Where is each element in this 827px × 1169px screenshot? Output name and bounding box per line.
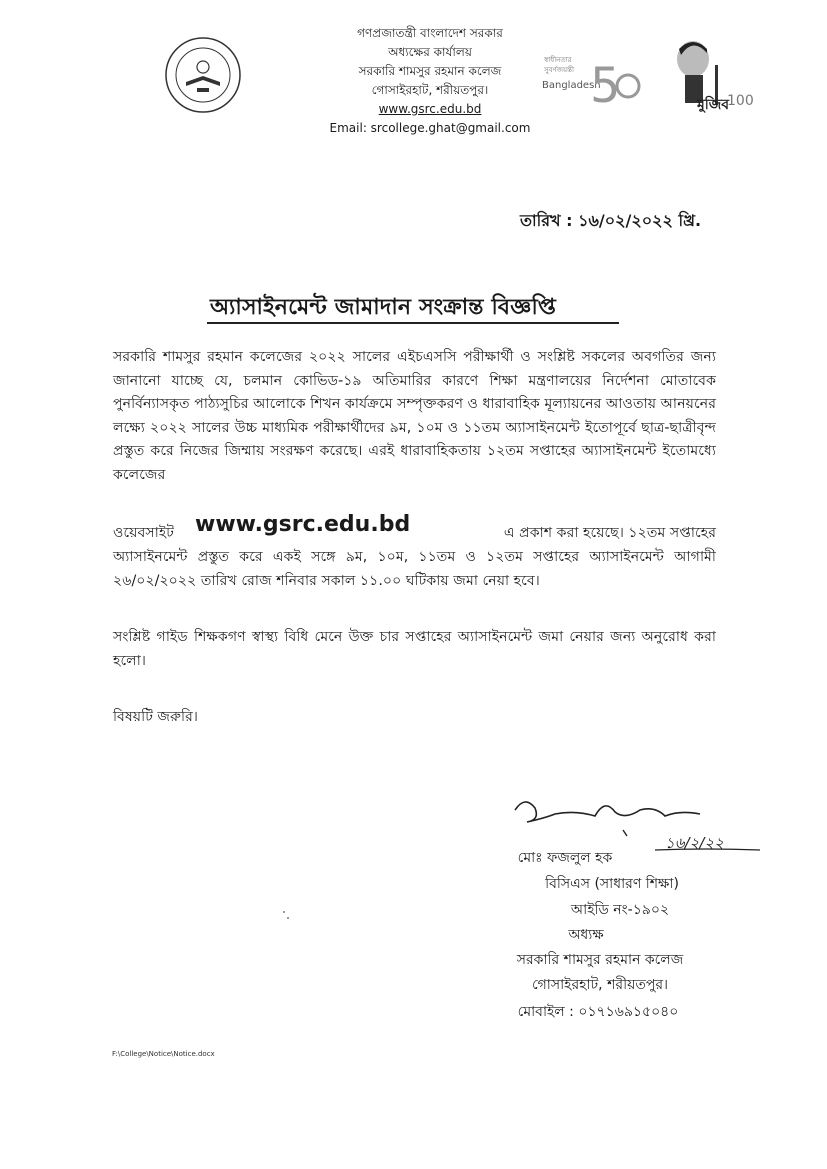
- signatory-id: আইডি নং-১৯০২: [570, 902, 670, 918]
- body-paragraph-1: সরকারি শামসুর রহমান কলেজের ২০২২ সালের এইচএসসি পরীক্ষার্থী ও সংশ্লিষ্ট সকলের অবগতির জন্য জানানো যাচ্ছে যে, চলমান কোভিড-১৯ অতিমারির কারণে শিক্ষা মন্ত্রণালয়ের নির্দেশনা মোতাবেক পুনর্বিন্যাসকৃত পাঠ্যসুচির আলোকে শিখন কার্যক্রমে সম্পৃক্তকরণ ও ধারাবাহিক মূল্যায়নের আওতায় আনয়নের লক্ষ্যে ২০২২ সালের উচ্চ মাধ্যমিক পরীক্ষার্থীদের ৯ম, ১০ম ও ১১তম অ্যাসাইনমেন্ট ইতোপূর্বে ছাত্র-ছাত্রীবৃন্দ প্রস্তুত করে নিজের জিম্মায় সংরক্ষণ করেছে। এরই ধারাবাহিকতায় ১২তম সপ্তাহের অ্যাসাইনমেন্ট ইতোমধ্যে কলেজের: [113, 349, 716, 483]
- svg-text:স্বাধীনতার: স্বাধীনতার: [544, 56, 572, 64]
- svg-text:5: 5: [590, 58, 621, 114]
- file-path-footer: F:\College\Notice\Notice.docx: [112, 1050, 215, 1058]
- svg-text:সুবর্ণজয়ন্তী: সুবর্ণজয়ন্তী: [544, 66, 574, 74]
- bangladesh-50-logo-icon: [540, 40, 640, 114]
- office-line: অধ্যক্ষের কার্যালয়: [388, 45, 472, 59]
- signatory-cadre: বিসিএস (সাধারণ শিক্ষা): [545, 876, 679, 892]
- signatory-address: গোসাইরহাট, শরীয়তপুর।: [531, 977, 669, 993]
- signatory-role: অধ্যক্ষ: [568, 927, 604, 943]
- signatory-college: সরকারি শামসুর রহমান কলেজ: [516, 952, 684, 968]
- website-line: [113, 512, 716, 542]
- signatory-name: মোঃ ফজলুল হক: [517, 850, 613, 866]
- body-paragraph-4: বিষয়টি জরুরি।: [113, 709, 198, 725]
- website-line-tail: এ প্রকাশ করা হয়েছে। ১২তম সপ্তাহের: [503, 525, 716, 541]
- mujib-100-logo-icon: [655, 35, 754, 113]
- website-label: ওয়েবসাইট: [113, 525, 174, 541]
- body-paragraph-3: সংশ্লিষ্ট গাইড শিক্ষকগণ স্বাস্থ্য বিধি মেনে উক্ত চার সপ্তাহের অ্যাসাইনমেন্ট জমা নেয়ার জন্য অনুরোধ করা হলো।: [113, 629, 716, 669]
- svg-text:Bangladesh: Bangladesh: [542, 80, 601, 91]
- handwritten-date: ১৬/২/২২: [665, 834, 724, 852]
- body-website-link[interactable]: www.gsrc.edu.bd: [195, 512, 411, 537]
- signatory-mobile: মোবাইল : ০১৭১৬৯১৫০৪০: [517, 1004, 679, 1020]
- college-address: গোসাইরহাট, শরীয়তপুর।: [371, 83, 489, 97]
- svg-text:100: 100: [727, 93, 754, 109]
- scan-speck: [287, 917, 289, 919]
- college-name: সরকারি শামসুর রহমান কলেজ: [358, 64, 502, 78]
- title-underline: [207, 322, 619, 324]
- letterhead: [300, 24, 560, 138]
- notice-date: তারিখ : ১৬/০২/২০২২ খ্রি.: [520, 211, 702, 230]
- notice-title: অ্যাসাইনমেন্ট জামাদান সংক্রান্ত বিজ্ঞপ্তি: [210, 295, 557, 320]
- website-link[interactable]: www.gsrc.edu.bd: [378, 102, 482, 116]
- svg-text:মুজিব: মুজিব: [697, 97, 730, 113]
- email-line: Email: srcollege.ghat@gmail.com: [329, 121, 531, 135]
- scan-speck: [283, 911, 285, 913]
- college-seal-icon: [164, 36, 242, 114]
- government-line: গণপ্রজাতন্ত্রী বাংলাদেশ সরকার: [357, 26, 503, 40]
- body-paragraph-2: অ্যাসাইনমেন্ট প্রস্তুত করে একই সঙ্গে ৯ম, ১০ম, ১১তম ও ১২তম সপ্তাহের অ্যাসাইনমেন্ট আগামী ২৬/০২/২০২২ তারিখ রোজ শনিবার সকাল ১১.০০ ঘটিকায় জমা নেয়া হবে।: [113, 549, 716, 589]
